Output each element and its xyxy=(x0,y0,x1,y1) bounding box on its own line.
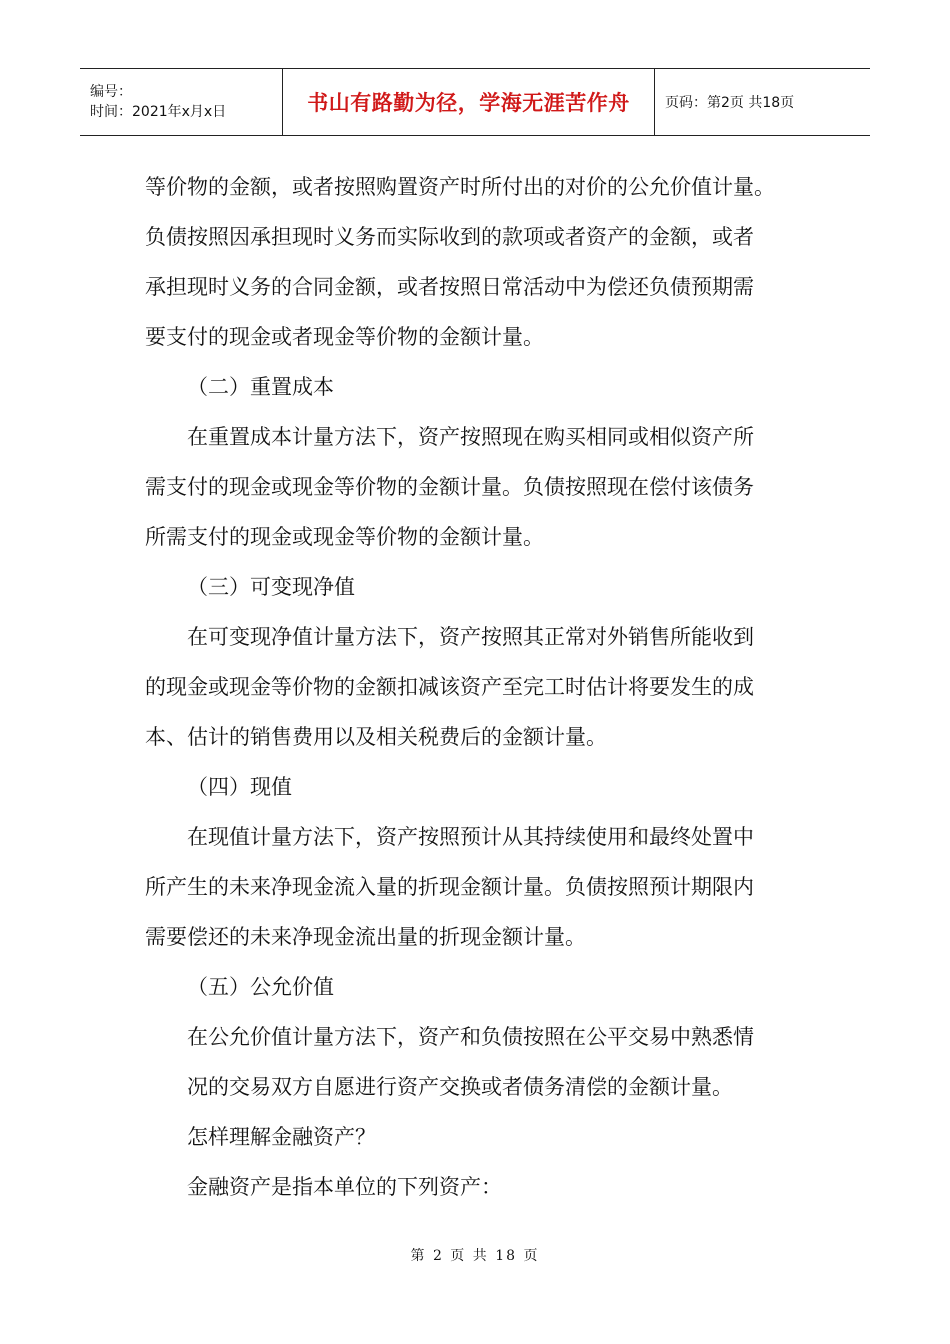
body-line: 的现金或现金等价物的金额扣减该资产至完工时估计将要发生的成 xyxy=(145,675,754,699)
body-line: 要支付的现金或者现金等价物的金额计量。 xyxy=(145,325,544,349)
body-line: 在公允价值计量方法下，资产和负债按照在公平交易中熟悉情 xyxy=(187,1025,754,1049)
page-count-label: 页码：第2页 共18页 xyxy=(665,95,795,111)
document-date-label: 时间：2021年x月x日 xyxy=(90,104,227,120)
body-line: 承担现时义务的合同金额，或者按照日常活动中为偿还负债预期需 xyxy=(145,275,754,299)
page-header xyxy=(80,68,870,136)
header-page-info xyxy=(655,69,870,135)
body-line: 等价物的金额，或者按照购置资产时所付出的对价的公允价值计量。 xyxy=(145,175,775,199)
header-motto xyxy=(283,69,655,135)
body-line: 在重置成本计量方法下，资产按照现在购买相同或相似资产所 xyxy=(187,425,754,449)
body-line: 金融资产是指本单位的下列资产： xyxy=(187,1175,502,1199)
section-heading: （三）可变现净值 xyxy=(187,575,355,599)
section-heading: （四）现值 xyxy=(187,775,292,799)
section-heading: （二）重置成本 xyxy=(187,375,334,399)
document-number-label: 编号： xyxy=(90,84,132,100)
body-line: 在现值计量方法下，资产按照预计从其持续使用和最终处置中 xyxy=(187,825,754,849)
body-line: 需支付的现金或现金等价物的金额计量。负债按照现在偿付该债务 xyxy=(145,475,754,499)
body-line: 负债按照因承担现时义务而实际收到的款项或者资产的金额，或者 xyxy=(145,225,754,249)
document-body xyxy=(145,162,825,1212)
body-line: 所需支付的现金或现金等价物的金额计量。 xyxy=(145,525,544,549)
body-line: 需要偿还的未来净现金流出量的折现金额计量。 xyxy=(145,925,586,949)
section-heading: （五）公允价值 xyxy=(187,975,334,999)
body-line: 本、估计的销售费用以及相关税费后的金额计量。 xyxy=(145,725,607,749)
motto-text: 书山有路勤为径，学海无涯苦作舟 xyxy=(307,91,630,115)
body-line: 况的交易双方自愿进行资产交换或者债务清偿的金额计量。 xyxy=(187,1075,733,1099)
body-line: 所产生的未来净现金流入量的折现金额计量。负债按照预计期限内 xyxy=(145,875,754,899)
header-meta xyxy=(80,69,283,135)
body-line: 在可变现净值计量方法下，资产按照其正常对外销售所能收到 xyxy=(187,625,754,649)
page-footer: 第 2 页 共 18 页 xyxy=(410,1248,540,1264)
question-line: 怎样理解金融资产？ xyxy=(187,1125,376,1149)
